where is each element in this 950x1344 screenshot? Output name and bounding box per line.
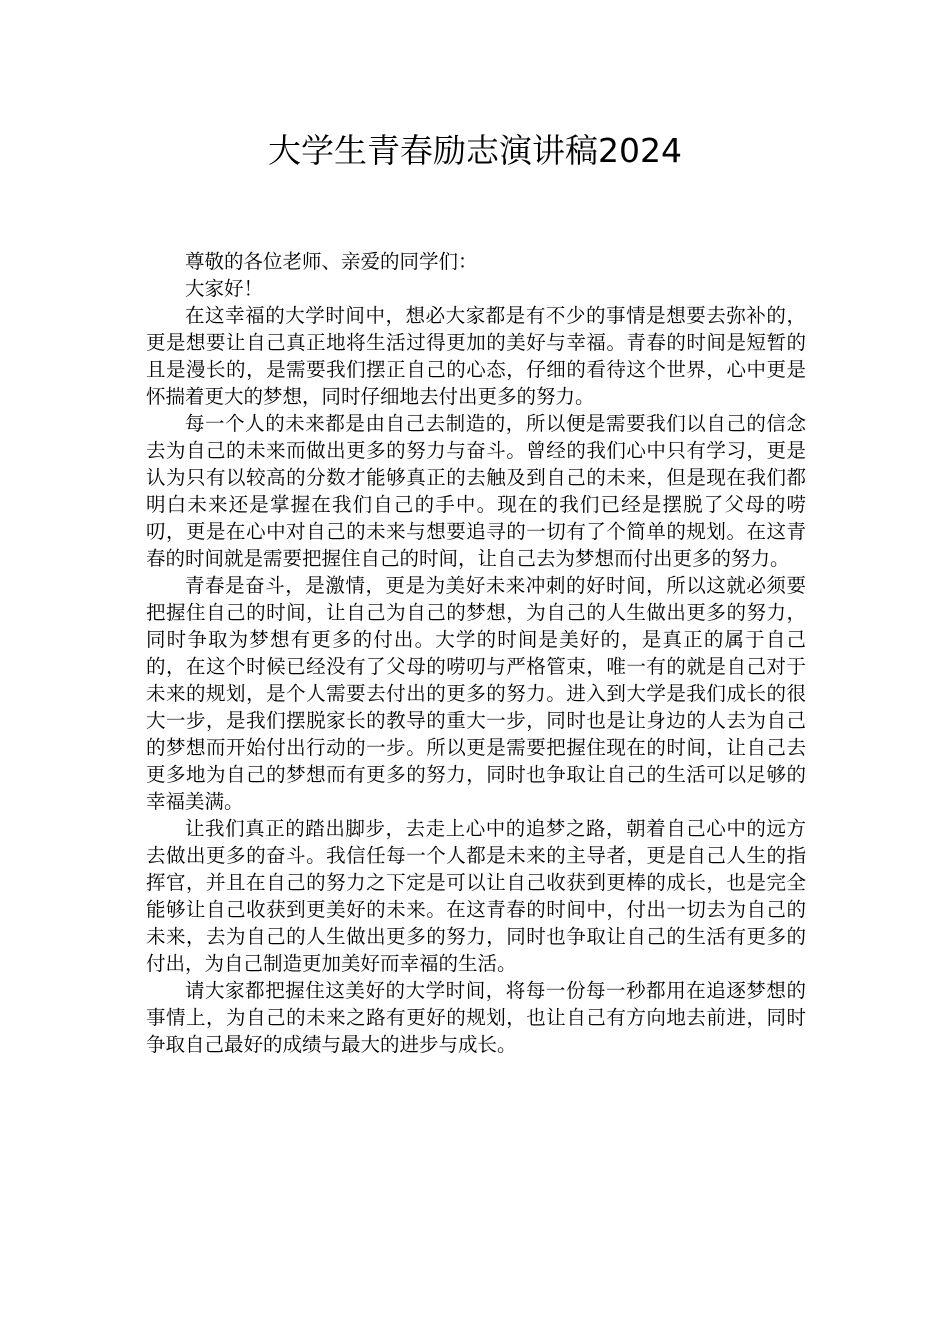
- greeting: 大家好！: [185, 277, 264, 300]
- document-body: [146, 248, 806, 1058]
- body-paragraph: 每一个人的未来都是由自己去制造的，所以便是需要我们以自己的信念去为自己的未来而做出更多的努力与奋斗。曾经的我们心中只有学习，更是认为只有以较高的分数才能够真正的去触及到自己的未来，但是现在我们都明白未来还是掌握在我们自己的手中。现在的我们已经是摆脱了父母的唠叨，更是在心中对自己的未来与想要追寻的一切有了个简单的规划。在这青春的时间就是需要把握住自己的时间，让自己去为梦想而付出更多的努力。: [146, 412, 806, 570]
- body-paragraph: 在这幸福的大学时间中，想必大家都是有不少的事情是想要去弥补的，更是想要让自己真正地将生活过得更加的美好与幸福。青春的时间是短暂的且是漫长的，是需要我们摆正自己的心态，仔细的看待这个世界，心中更是怀揣着更大的梦想，同时仔细地去付出更多的努力。: [146, 304, 806, 408]
- body-paragraph: 请大家都把握住这美好的大学时间，将每一份每一秒都用在追逐梦想的事情上，为自己的未来之路有更好的规划，也让自己有方向地去前进，同时争取自己最好的成绩与最大的进步与成长。: [146, 979, 806, 1056]
- body-paragraph: 青春是奋斗，是激情，更是为美好未来冲刺的好时间，所以这就必须要把握住自己的时间，让自己为自己的梦想，为自己的人生做出更多的努力，同时争取为梦想有更多的付出。大学的时间是美好的，是真正的属于自己的，在这个时候已经没有了父母的唠叨与严格管束，唯一有的就是自己对于未来的规划，是个人需要去付出的更多的努力。进入到大学是我们成长的很大一步，是我们摆脱家长的教导的重大一步，同时也是让身边的人去为自己的梦想而开始付出行动的一步。所以更是需要把握住现在的时间，让自己去更多地为自己的梦想而有更多的努力，同时也争取让自己的生活可以足够的幸福美满。: [146, 574, 806, 813]
- document-title: 大学生青春励志演讲稿2024: [268, 131, 682, 170]
- body-paragraph: 让我们真正的踏出脚步，去走上心中的追梦之路，朝着自己心中的远方去做出更多的奋斗。我信任每一个人都是未来的主导者，更是自己人生的指挥官，并且在自己的努力之下定是可以让自己收获到更棒的成长，也是完全能够让自己收获到更美好的未来。在这青春的时间中，付出一切去为自己的未来，去为自己的人生做出更多的努力，同时也争取让自己的生活有更多的付出，为自己制造更加美好而幸福的生活。: [146, 817, 806, 975]
- salutation: 尊敬的各位老师、亲爱的同学们：: [185, 250, 478, 273]
